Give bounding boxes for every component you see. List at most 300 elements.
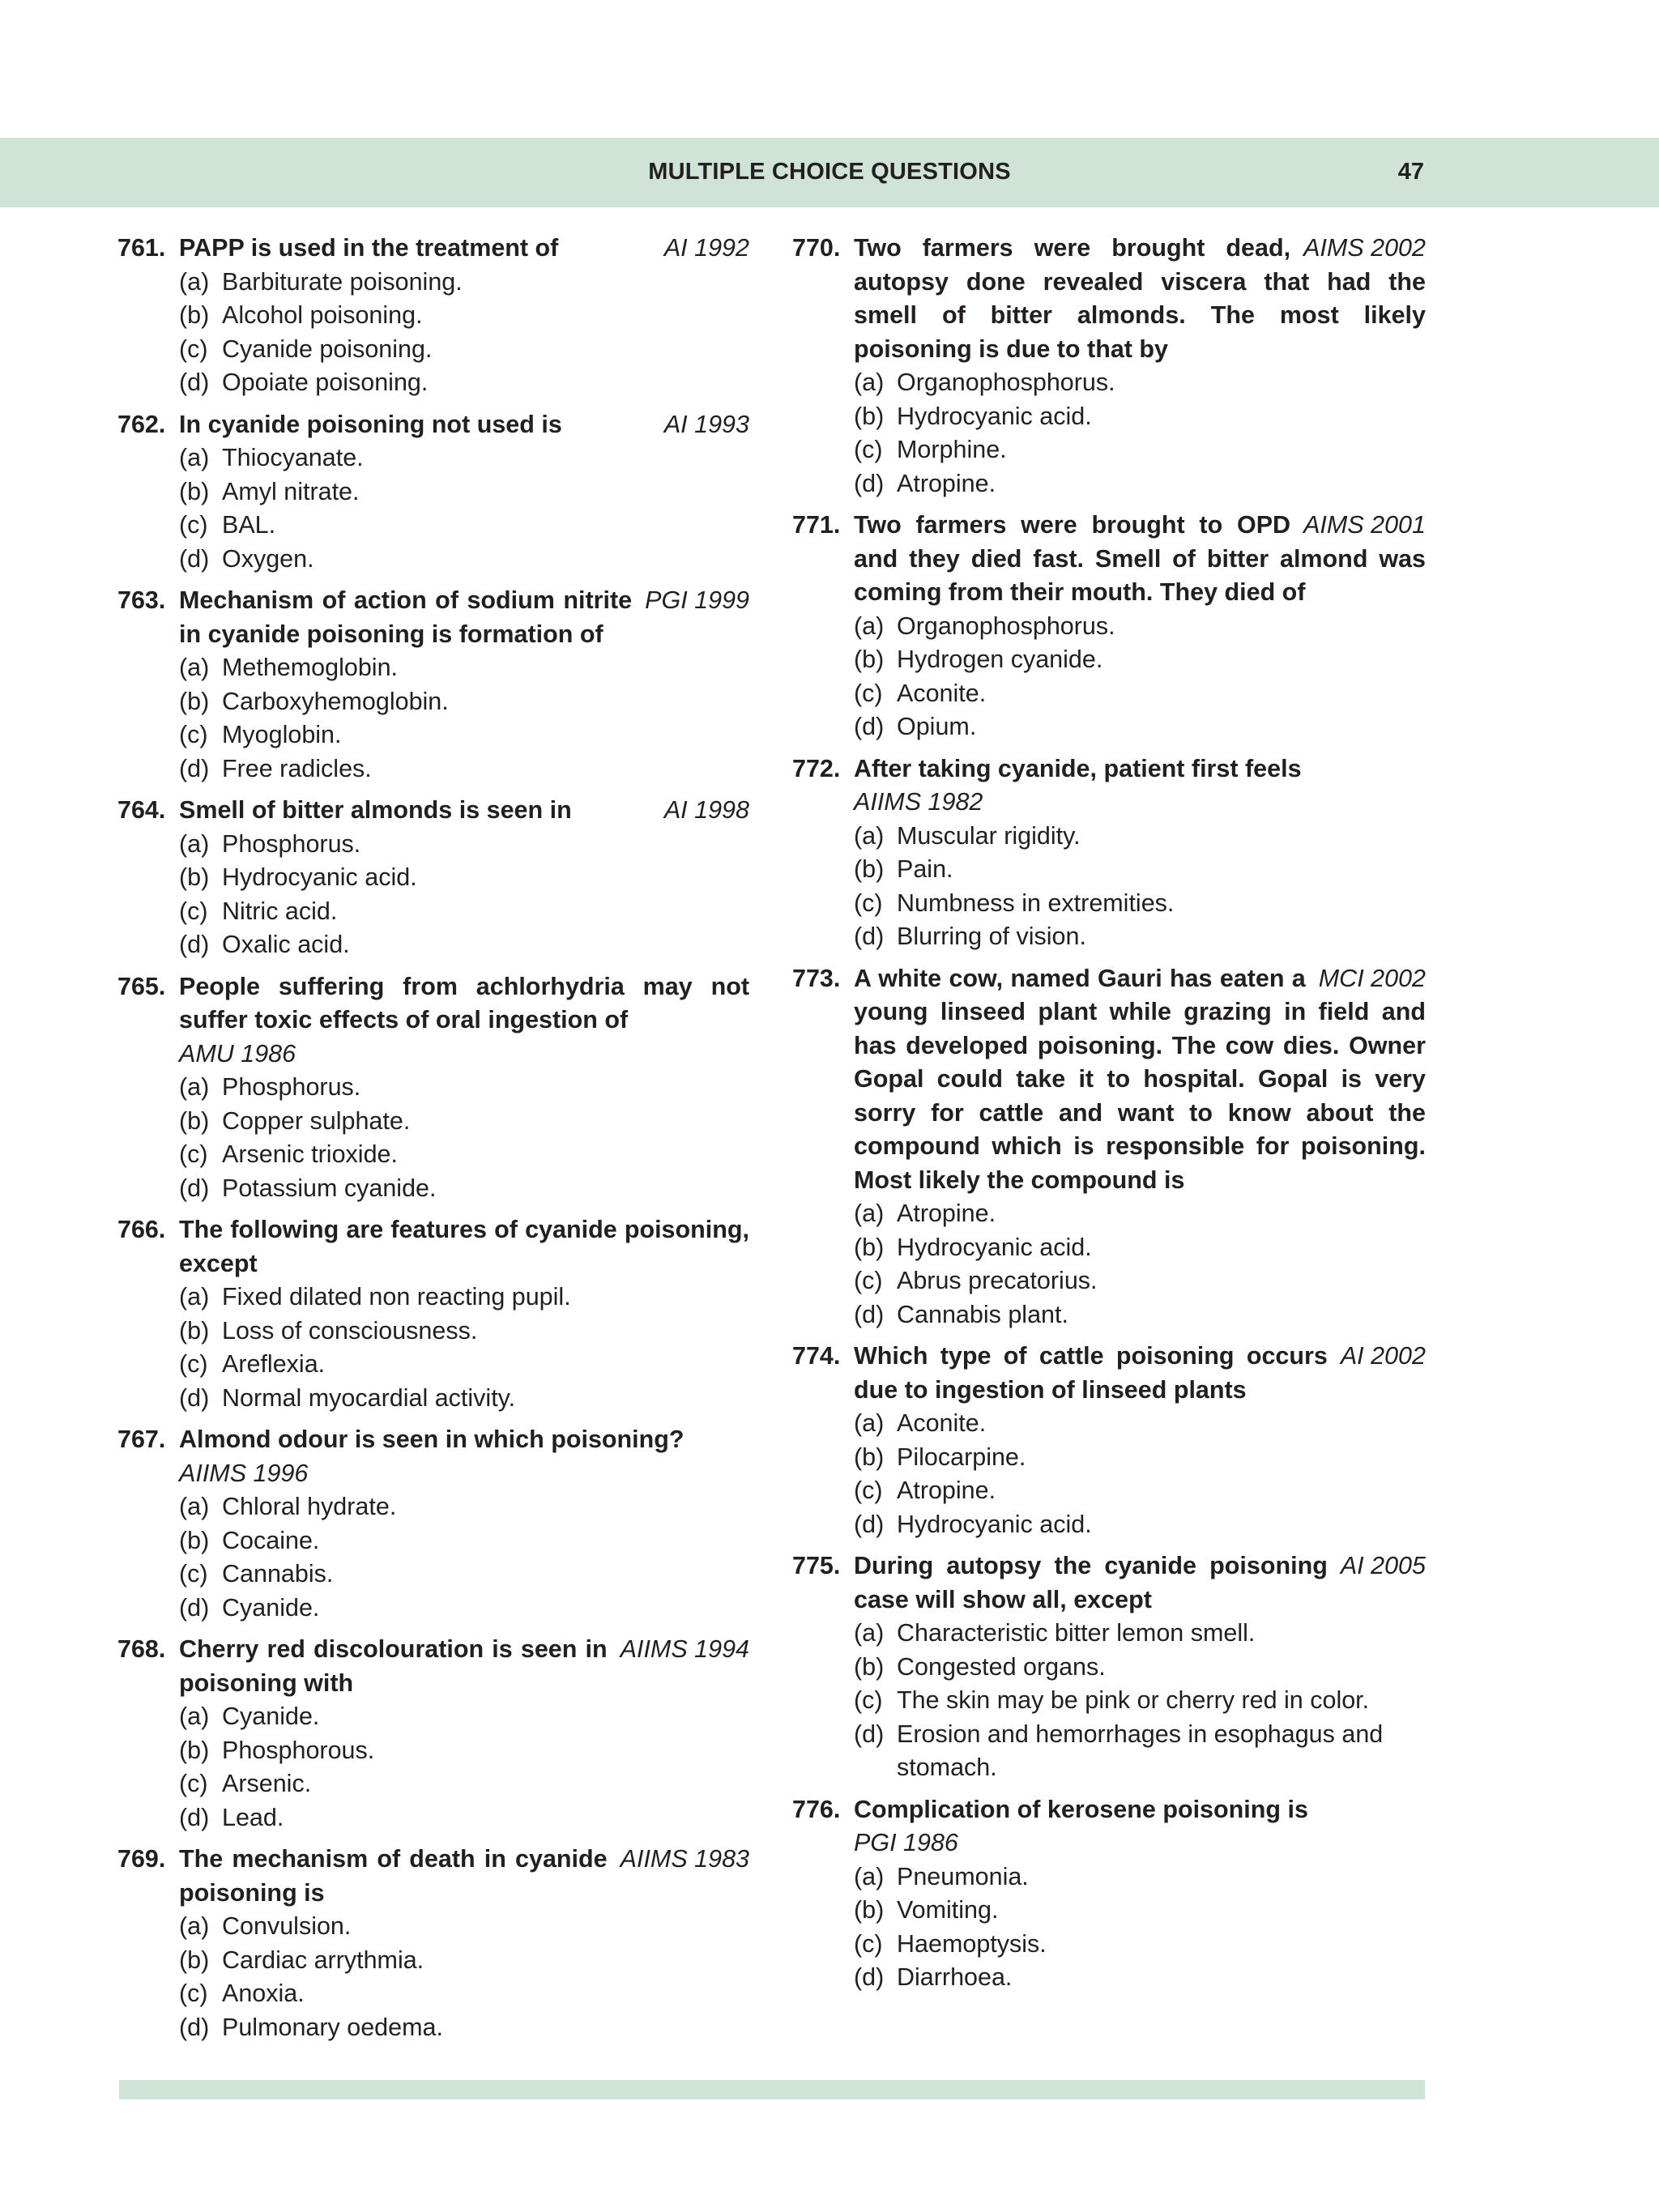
question-number: 765.: [117, 972, 166, 1000]
option-text: Myoglobin.: [222, 721, 342, 748]
question-block: [117, 1633, 749, 1835]
option-item: [179, 718, 749, 752]
option-text: Pain.: [897, 855, 953, 883]
option-item: [179, 1734, 749, 1768]
option-item: [179, 299, 749, 333]
question-text-wrap: [854, 1340, 1426, 1407]
option-text: Lead.: [222, 1803, 284, 1831]
question-text-wrap: [179, 1423, 749, 1490]
option-text: Characteristic bitter lemon smell.: [897, 1619, 1256, 1647]
option-text: Congested organs.: [897, 1652, 1106, 1681]
option-label: (c): [854, 1267, 883, 1294]
option-item: [854, 467, 1426, 501]
question-block: [117, 1423, 749, 1625]
option-item: [179, 1315, 749, 1349]
option-text: Erosion and hemorrhages in esophagus and stomach.: [897, 1720, 1384, 1781]
question-text: Almond odour is seen in which poisoning?: [179, 1426, 684, 1453]
question-block: [792, 1340, 1426, 1541]
option-label: (a): [179, 829, 210, 858]
option-text: Muscular rigidity.: [897, 821, 1081, 850]
option-text: Oxygen.: [222, 544, 314, 573]
question-source: AMU 1986: [179, 1039, 296, 1068]
option-list: [179, 828, 749, 962]
option-item: [854, 1264, 1426, 1298]
question-source: AIIMS 1982: [854, 788, 983, 816]
option-text: Cyanide poisoning.: [222, 335, 433, 363]
option-item: [179, 752, 749, 786]
option-label: (d): [854, 923, 885, 950]
option-text: Hydrocyanic acid.: [222, 863, 417, 891]
option-label: (a): [854, 612, 885, 640]
option-label: (d): [854, 1963, 885, 1991]
question-text: Mechanism of action of sodium nitrite in cyanide poisoning is formation of: [179, 586, 633, 648]
option-text: Arsenic trioxide.: [222, 1140, 398, 1168]
question-source: AIIMS 1996: [179, 1459, 309, 1487]
option-list: [854, 366, 1426, 501]
question-number: 776.: [792, 1795, 841, 1823]
question-header: [117, 1213, 749, 1281]
option-label: (d): [179, 931, 210, 958]
option-list: [179, 651, 749, 786]
question-block: [117, 1843, 749, 2044]
option-label: (c): [179, 1140, 208, 1168]
question-number: 764.: [117, 796, 166, 824]
option-item: [179, 1977, 749, 2011]
option-text: Atropine.: [897, 1200, 996, 1227]
option-label: (b): [854, 1896, 885, 1924]
option-text: Opoiate poisoning.: [222, 369, 429, 396]
question-text: The mechanism of death in cyanide poisoning is: [179, 1845, 608, 1907]
option-item: [854, 820, 1426, 854]
question-text-wrap: [179, 408, 749, 442]
option-item: [854, 1617, 1426, 1651]
question-text: Two farmers were brought to OPD and they died fast. Smell of bitter almond was coming from their mouth. They died of: [854, 511, 1426, 606]
option-label: (b): [179, 301, 210, 329]
question-source: AI 1993: [663, 410, 749, 438]
option-label: (b): [179, 1946, 210, 1974]
question-header: [117, 794, 749, 828]
question-text-wrap: [854, 752, 1426, 820]
question-number: 772.: [792, 754, 841, 782]
question-number: 761.: [117, 234, 166, 262]
option-item: [179, 1172, 749, 1206]
option-text: Phosphorus.: [222, 1073, 361, 1101]
option-label: (a): [854, 1200, 885, 1227]
option-text: Free radicles.: [222, 754, 372, 782]
option-text: Cyanide.: [222, 1703, 320, 1730]
question-number: 763.: [117, 586, 166, 614]
option-item: [179, 543, 749, 577]
question-header: [117, 1423, 749, 1490]
option-text: Atropine.: [897, 469, 996, 497]
question-text-wrap: [854, 962, 1426, 1198]
option-label: (c): [179, 1560, 208, 1588]
option-item: [179, 366, 749, 400]
option-label: (c): [854, 889, 883, 917]
question-header: [792, 1793, 1426, 1860]
option-label: (d): [854, 713, 885, 740]
right-column: [792, 232, 1426, 2003]
question-text-wrap: [179, 1213, 749, 1281]
option-item: [179, 1382, 749, 1416]
option-text: Nitric acid.: [222, 897, 338, 925]
option-label: (c): [854, 436, 883, 463]
question-header: [117, 232, 749, 266]
option-text: Normal myocardial activity.: [222, 1383, 516, 1412]
option-label: (a): [179, 1912, 210, 1940]
option-label: (d): [179, 544, 210, 573]
option-item: [179, 1801, 749, 1835]
option-text: Cocaine.: [222, 1526, 320, 1554]
option-text: Organophosphorus.: [897, 612, 1115, 640]
option-text: Pneumonia.: [897, 1862, 1029, 1890]
option-text: Atropine.: [897, 1477, 996, 1504]
option-label: (d): [179, 369, 210, 396]
option-item: [854, 610, 1426, 644]
option-item: [179, 1944, 749, 1978]
option-item: [854, 710, 1426, 744]
question-number: 768.: [117, 1635, 166, 1663]
option-item: [854, 1474, 1426, 1508]
question-text-wrap: [179, 794, 749, 828]
option-item: [854, 1684, 1426, 1718]
question-source: AI 1998: [663, 796, 749, 824]
question-header: [792, 509, 1426, 610]
option-item: [854, 1407, 1426, 1441]
option-text: Numbness in extremities.: [897, 889, 1175, 917]
option-text: Alcohol poisoning.: [222, 301, 423, 329]
option-text: Abrus precatorius.: [897, 1267, 1098, 1294]
option-item: [179, 1910, 749, 1944]
option-label: (c): [179, 335, 208, 363]
question-text-wrap: [179, 1633, 749, 1700]
question-text: The following are features of cyanide poisoning, except: [179, 1216, 749, 1277]
question-number: 773.: [792, 964, 841, 992]
option-text: Cardiac arrythmia.: [222, 1946, 424, 1974]
option-item: [179, 1348, 749, 1382]
option-label: (c): [854, 1686, 883, 1714]
option-item: [179, 895, 749, 929]
question-source: PGI 1999: [645, 586, 749, 614]
option-text: Fixed dilated non reacting pupil.: [222, 1283, 571, 1311]
question-text: In cyanide poisoning not used is: [179, 410, 562, 438]
option-label: (b): [179, 1526, 210, 1554]
option-item: [179, 828, 749, 862]
option-label: (d): [854, 1510, 885, 1538]
option-label: (d): [179, 1593, 210, 1622]
option-label: (b): [179, 1736, 210, 1764]
option-text: Haemoptysis.: [897, 1929, 1047, 1958]
option-text: Vomiting.: [897, 1896, 999, 1924]
option-item: [854, 1894, 1426, 1928]
option-text: Pilocarpine.: [897, 1443, 1026, 1471]
option-label: (b): [179, 1106, 210, 1135]
option-text: Diarrhoea.: [897, 1963, 1013, 1991]
option-item: [179, 509, 749, 543]
option-label: (c): [179, 1980, 208, 2007]
option-text: Cyanide.: [222, 1593, 320, 1622]
option-item: [179, 2011, 749, 2045]
question-text: People suffering from achlorhydria may not suffer toxic effects of oral ingestion of: [179, 972, 749, 1034]
option-item: [179, 861, 749, 895]
option-label: (a): [179, 1283, 210, 1311]
option-label: (b): [854, 855, 885, 883]
question-block: [792, 509, 1426, 744]
option-label: (d): [179, 1174, 210, 1202]
question-header: [792, 752, 1426, 820]
option-item: [179, 1138, 749, 1172]
question-number: 762.: [117, 410, 166, 438]
option-list: [854, 820, 1426, 954]
question-block: [792, 232, 1426, 501]
question-text-wrap: [179, 584, 749, 651]
question-number: 770.: [792, 234, 841, 262]
option-label: (b): [179, 863, 210, 891]
question-block: [792, 1793, 1426, 1995]
option-item: [179, 1558, 749, 1592]
page-number: 47: [1397, 159, 1424, 185]
option-list: [854, 610, 1426, 744]
option-item: [854, 643, 1426, 677]
option-item: [854, 1718, 1426, 1785]
option-label: (a): [854, 1409, 885, 1437]
question-block: [117, 584, 749, 786]
question-text: Two farmers were brought dead, autopsy done revealed viscera that had the smell of bitter almonds. The most likely poisoning is due to that by: [854, 234, 1426, 363]
question-header: [792, 232, 1426, 366]
question-source: AI 1992: [663, 234, 749, 262]
question-source: AIMS 2001: [1303, 511, 1426, 539]
question-block: [117, 794, 749, 962]
option-list: [179, 1910, 749, 2044]
question-text: A white cow, named Gauri has eaten a young linseed plant while grazing in field and has developed poisoning. The cow dies. Owner Gopal could take it to hospital. Gopal is very sorry for cattle and want to know about the compound which is responsible for poisoning. Most likely the compound is: [854, 964, 1426, 1194]
question-text: After taking cyanide, patient first feels: [854, 754, 1302, 782]
question-text: During autopsy the cyanide poisoning case will show all, except: [854, 1552, 1328, 1613]
question-text: PAPP is used in the treatment of: [179, 234, 559, 262]
option-label: (a): [854, 821, 885, 850]
option-item: [854, 1508, 1426, 1542]
option-label: (c): [179, 511, 208, 539]
question-text-wrap: [179, 970, 749, 1072]
option-label: (a): [179, 1703, 210, 1730]
option-label: (d): [179, 2013, 210, 2041]
question-block: [117, 970, 749, 1206]
question-number: 767.: [117, 1426, 166, 1453]
option-text: Areflexia.: [222, 1350, 326, 1378]
option-label: (d): [179, 754, 210, 782]
option-label: (b): [179, 687, 210, 715]
option-item: [179, 441, 749, 475]
question-source: PGI 1986: [854, 1829, 958, 1856]
option-item: [179, 1071, 749, 1105]
question-text-wrap: [854, 1549, 1426, 1617]
option-list: [854, 1860, 1426, 1995]
question-number: 769.: [117, 1845, 166, 1873]
option-label: (a): [179, 267, 210, 296]
option-item: [179, 685, 749, 719]
question-block: [792, 752, 1426, 954]
option-list: [179, 1700, 749, 1835]
option-label: (a): [179, 1493, 210, 1520]
option-item: [854, 400, 1426, 434]
option-item: [179, 928, 749, 962]
option-label: (a): [179, 654, 210, 681]
option-item: [179, 1767, 749, 1801]
left-column: [117, 232, 749, 2052]
option-text: Hydrocyanic acid.: [897, 402, 1092, 430]
option-label: (b): [179, 1316, 210, 1345]
option-text: BAL.: [222, 511, 276, 539]
question-header: [117, 970, 749, 1072]
option-item: [854, 1441, 1426, 1475]
option-text: Cannabis.: [222, 1560, 334, 1588]
option-label: (b): [854, 402, 885, 430]
option-text: Cannabis plant.: [897, 1300, 1068, 1328]
question-source: AI 2002: [1340, 1342, 1426, 1370]
option-item: [854, 1231, 1426, 1265]
question-header: [792, 1549, 1426, 1617]
option-label: (d): [854, 469, 885, 497]
question-text-wrap: [179, 232, 749, 266]
option-label: (c): [854, 1477, 883, 1504]
option-text: Chloral hydrate.: [222, 1493, 397, 1520]
option-list: [179, 1490, 749, 1625]
option-label: (d): [854, 1300, 885, 1328]
option-label: (b): [854, 1652, 885, 1681]
question-block: [792, 962, 1426, 1332]
question-number: 771.: [792, 511, 841, 539]
question-source: AIIMS 1994: [620, 1635, 749, 1663]
option-text: Methemoglobin.: [222, 654, 399, 681]
question-text: Which type of cattle poisoning occurs due to ingestion of linseed plants: [854, 1342, 1328, 1404]
option-list: [179, 1281, 749, 1415]
option-item: [854, 1298, 1426, 1332]
option-text: Carboxyhemoglobin.: [222, 687, 449, 715]
question-header: [117, 584, 749, 651]
question-block: [117, 408, 749, 577]
option-text: Hydrogen cyanide.: [897, 646, 1103, 673]
option-list: [179, 266, 749, 400]
option-list: [179, 441, 749, 576]
option-text: Potassium cyanide.: [222, 1174, 437, 1202]
option-item: [854, 853, 1426, 887]
option-text: Copper sulphate.: [222, 1106, 411, 1135]
option-label: (c): [179, 1350, 208, 1378]
question-block: [117, 1213, 749, 1415]
option-item: [179, 1592, 749, 1626]
question-text-wrap: [854, 509, 1426, 610]
option-text: Barbiturate poisoning.: [222, 267, 463, 296]
question-text-wrap: [854, 232, 1426, 366]
option-text: Hydrocyanic acid.: [897, 1510, 1092, 1538]
option-label: (a): [854, 369, 885, 396]
option-item: [179, 1700, 749, 1734]
option-item: [854, 920, 1426, 954]
option-item: [854, 677, 1426, 711]
option-label: (b): [179, 477, 210, 505]
option-label: (a): [179, 1073, 210, 1101]
option-item: [854, 1928, 1426, 1962]
question-number: 774.: [792, 1342, 841, 1370]
option-label: (c): [179, 721, 208, 748]
page-title: MULTIPLE CHOICE QUESTIONS: [648, 159, 1011, 185]
option-label: (d): [179, 1803, 210, 1831]
option-label: (b): [854, 1233, 885, 1261]
option-text: Organophosphorus.: [897, 369, 1115, 396]
option-item: [179, 651, 749, 685]
option-item: [854, 1197, 1426, 1231]
option-text: Aconite.: [897, 1409, 987, 1437]
question-header: [792, 962, 1426, 1198]
question-text-wrap: [854, 1793, 1426, 1860]
option-item: [179, 1490, 749, 1524]
option-text: The skin may be pink or cherry red in color.: [897, 1686, 1370, 1714]
option-label: (d): [179, 1383, 210, 1412]
option-label: (c): [179, 897, 208, 925]
option-text: Convulsion.: [222, 1912, 352, 1940]
question-number: 775.: [792, 1552, 841, 1579]
option-text: Anoxia.: [222, 1980, 305, 2007]
option-text: Aconite.: [897, 679, 987, 707]
question-header: [117, 1633, 749, 1700]
option-text: Hydrocyanic acid.: [897, 1233, 1092, 1261]
option-item: [179, 1105, 749, 1139]
option-label: (b): [854, 646, 885, 673]
option-text: Phosphorus.: [222, 829, 361, 858]
option-text: Blurring of vision.: [897, 923, 1086, 950]
option-item: [854, 366, 1426, 400]
option-list: [854, 1407, 1426, 1541]
option-list: [854, 1617, 1426, 1785]
option-text: Thiocyanate.: [222, 444, 364, 471]
option-item: [179, 1281, 749, 1315]
option-item: [179, 475, 749, 509]
option-item: [854, 1860, 1426, 1894]
option-item: [854, 1651, 1426, 1685]
question-text: Smell of bitter almonds is seen in: [179, 796, 572, 824]
question-number: 766.: [117, 1216, 166, 1243]
option-text: Phosphorous.: [222, 1736, 375, 1764]
option-text: Morphine.: [897, 436, 1007, 463]
option-text: Oxalic acid.: [222, 931, 350, 958]
option-text: Loss of consciousness.: [222, 1316, 478, 1345]
option-label: (a): [854, 1619, 885, 1647]
question-text: Cherry red discolouration is seen in poisoning with: [179, 1635, 608, 1697]
option-item: [854, 433, 1426, 467]
question-header: [117, 408, 749, 442]
question-source: AIMS 2002: [1303, 234, 1426, 262]
option-list: [854, 1197, 1426, 1332]
option-label: (c): [179, 1770, 208, 1797]
option-text: Pulmonary oedema.: [222, 2013, 443, 2041]
option-label: (a): [179, 444, 210, 471]
option-item: [179, 1524, 749, 1558]
option-label: (c): [854, 679, 883, 707]
option-text: Arsenic.: [222, 1770, 312, 1797]
option-item: [854, 887, 1426, 921]
option-list: [179, 1071, 749, 1205]
option-item: [179, 266, 749, 300]
question-source: AIIMS 1983: [620, 1845, 749, 1873]
option-label: (b): [854, 1443, 885, 1471]
question-source: AI 2005: [1340, 1552, 1426, 1579]
question-header: [117, 1843, 749, 1910]
question-block: [117, 232, 749, 400]
option-label: (d): [854, 1720, 885, 1748]
question-text: Complication of kerosene poisoning is: [854, 1795, 1308, 1823]
option-text: Opium.: [897, 713, 977, 740]
question-source: MCI 2002: [1318, 964, 1426, 992]
option-item: [854, 1961, 1426, 1995]
